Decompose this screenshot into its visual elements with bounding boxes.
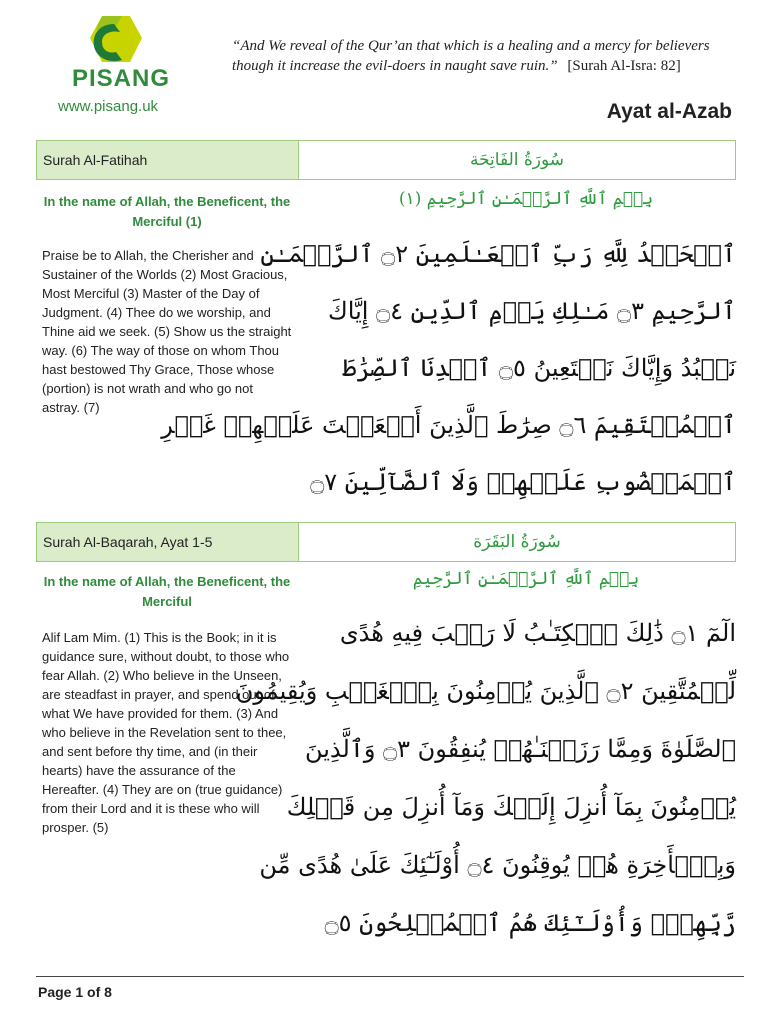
section-al-fatihah bbox=[36, 140, 736, 496]
surah-name-ar: سُورَةُ البَقَرَة bbox=[473, 532, 561, 552]
section-header bbox=[36, 522, 736, 562]
quote-line-2-text: though it increase the evil-doers in naught save ruin.” bbox=[232, 58, 558, 74]
quote-reference: [Surah Al-Isra: 82] bbox=[567, 58, 681, 74]
arabic-line: ٱلۡمُسۡتَقِيمَ ۝٦ صِرَٰطَ ٱلَّذِينَ أَنۡعَمۡتَ عَلَيۡهِمۡ غَيۡرِ bbox=[161, 411, 736, 439]
surah-name-en: Surah Al-Baqarah, Ayat 1-5 bbox=[37, 523, 299, 561]
arabic-line: ٱلۡحَمۡدُ لِلَّهِ رَبِّ ٱلۡعَـٰلَمِينَ ۝٢ ٱلرَّحۡمَـٰنِ bbox=[260, 240, 736, 268]
footer-divider bbox=[36, 976, 744, 977]
header-quote bbox=[232, 36, 732, 76]
quote-line-2 bbox=[232, 56, 732, 76]
arabic-line: ٱلۡمَغۡضُوبِ عَلَيۡهِمۡ وَلَا ٱلضَّآلِّينَ ۝٧ bbox=[310, 468, 736, 496]
arabic-line: ٱلصَّلَوٰةَ وَمِمَّا رَزَقۡنَـٰهُمۡ يُنفِقُونَ ۝٣ وَٱلَّذِينَ bbox=[304, 735, 736, 763]
bismillah-ar: بِسۡمِ ٱللَّهِ ٱلرَّحۡمَـٰنِ ٱلرَّحِيمِ (١) bbox=[398, 189, 654, 209]
pisang-logo bbox=[58, 12, 171, 122]
arabic-line: وَبِٱلۡأَخِرَةِ هُمۡ يُوقِنُونَ ۝٤ أُوْلَـٰٓئِكَ عَلَىٰ هُدًى مِّن bbox=[259, 851, 736, 879]
document-title: Ayat al-Azab bbox=[606, 100, 732, 123]
section-al-baqarah bbox=[36, 522, 736, 937]
arabic-line: نَعۡبُدُ وَإِيَّاكَ نَسۡتَعِينُ ۝٥ ٱهۡدِنَا ٱلصِّرَٰطَ bbox=[342, 354, 736, 382]
surah-name-ar: سُورَةُ الفَاتِحَة bbox=[469, 150, 565, 170]
translation-text: Praise be to Allah, the Cherisher and Sustainer of the Worlds (2) Most Gracious, Most Merciful (3) Master of the Day of Judgment. (4) Thee do we worship, and Thine aid we seek. (5) Show us the straight way. (6) The way of those on whom Thou hast bestowed Thy Grace, Those whose (portion) is not wrath and who go not astray. (7) bbox=[42, 248, 292, 415]
arabic-text bbox=[235, 604, 736, 952]
bismillah-en: In the name of Allah, the Beneficent, the Merciful bbox=[43, 574, 291, 609]
bismillah-en: In the name of Allah, the Beneficent, the Merciful (1) bbox=[43, 194, 291, 229]
quote-line-1: “And We reveal of the Qur’an that which is a healing and a mercy for believers bbox=[232, 38, 710, 54]
arabic-line: ٱلرَّحِيمِ ۝٣ مَـٰلِكِ يَوۡمِ ٱلدِّينِ ۝٤ إِيَّاكَ bbox=[327, 297, 736, 325]
page-number: Page 1 of 8 bbox=[38, 984, 112, 1000]
section-header bbox=[36, 140, 736, 180]
arabic-line: لِّلۡمُتَّقِينَ ۝٢ ٱلَّذِينَ يُؤۡمِنُونَ بِٱلۡغَيۡبِ وَيُقِيمُونَ bbox=[235, 677, 736, 705]
brand-url[interactable]: www.pisang.uk bbox=[58, 98, 159, 115]
arabic-line: رَّبِّهِمۡۖ وَأُوْلَـٰٓئِكَ هُمُ ٱلۡمُفۡلِحُونَ ۝٥ bbox=[324, 909, 736, 937]
translation-text: Alif Lam Mim. (1) This is the Book; in it is guidance sure, without doubt, to those who fear Allah. (2) Who believe in the Unseen, are steadfast in prayer, and spend out of what We have provided for them. (3) And who believe in the Revelation sent to thee, and sent before thy time, and (in their hearts) have the assurance of the Hereafter. (4) They are on (true guidance) from their Lord and it is these who will prosper. (5) bbox=[42, 630, 290, 835]
brand-name: PISANG bbox=[72, 65, 171, 92]
pisang-logo-icon bbox=[80, 12, 146, 68]
bismillah-ar: بِسۡمِ ٱللَّهِ ٱلرَّحۡمَـٰنِ ٱلرَّحِيمِ bbox=[412, 569, 640, 589]
surah-name-en: Surah Al-Fatihah bbox=[37, 141, 299, 179]
arabic-line: الٓمٓ ۝١ ذَٰلِكَ ٱلۡكِتَـٰبُ لَا رَيۡبَ فِيهِ هُدًى bbox=[339, 619, 736, 647]
arabic-line: يُؤۡمِنُونَ بِمَآ أُنزِلَ إِلَيۡكَ وَمَآ أُنزِلَ مِن قَبۡلِكَ bbox=[286, 793, 736, 821]
